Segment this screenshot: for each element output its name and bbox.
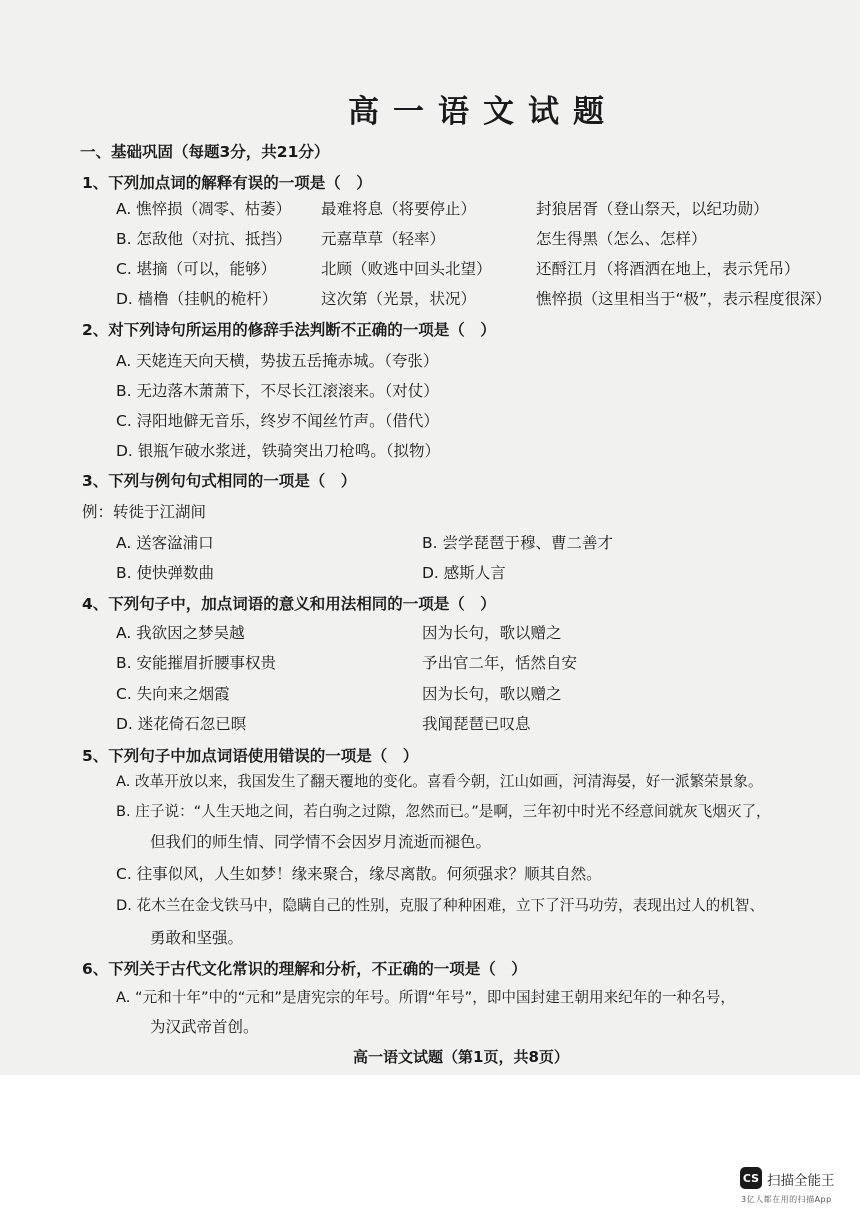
q4-option-a-right: 因为长句，歌以赠之 — [422, 624, 562, 642]
q3-example: 例：转徙于江湖间 — [82, 503, 207, 521]
q5-option-c: C. 往事似风，人生如梦！缘来聚合，缘尽离散。何须强求？顺其自然。 — [116, 865, 602, 883]
q6-option-a: A. “元和十年”中的“元和”是唐宪宗的年号。所谓“年号”，即中国封建王朝用来纪年的一种名号， — [116, 989, 735, 1006]
q2-option-a: A. 天姥连天向天横，势拔五岳掩赤城。（夸张） — [116, 352, 439, 370]
q1-option-c-part2: 北顾（败逃中回头北望） — [321, 260, 492, 278]
q2-option-c: C. 浔阳地僻无音乐，终岁不闻丝竹声。（借代） — [116, 412, 439, 430]
question-3-stem: 3、下列与例句句式相同的一项是（ ） — [82, 472, 357, 490]
q1-option-b-part3: 怎生得黑（怎么、怎样） — [536, 230, 707, 248]
question-5-stem: 5、下列句子中加点词语使用错误的一项是（ ） — [82, 747, 419, 765]
q5-option-d-cont: 勇敢和坚强。 — [150, 929, 244, 947]
q5-option-a: A. 改革开放以来，我国发生了翻天覆地的变化。喜看今朝，江山如画，河清海晏，好一派繁荣景象。 — [116, 773, 763, 790]
scanner-logo — [740, 1167, 855, 1207]
q1-option-c-part3: 还酹江月（将酒洒在地上，表示凭吊） — [536, 260, 800, 278]
q4-option-b-right: 予出官二年，恬然自安 — [422, 654, 578, 672]
question-6-stem: 6、下列关于古代文化常识的理解和分析，不正确的一项是（ ） — [82, 960, 527, 978]
q4-option-d-left: D. 迷花倚石忽已暝 — [116, 715, 247, 733]
q4-option-a-left: A. 我欲因之梦吴越 — [116, 624, 245, 642]
q1-option-a-part2: 最难将息（将要停止） — [321, 200, 477, 218]
q1-option-d-part1: D. 樯橹（挂帆的桅杆） — [116, 290, 278, 308]
camscanner-icon: CS — [740, 1167, 762, 1189]
question-4-stem: 4、下列句子中，加点词语的意义和用法相同的一项是（ ） — [82, 595, 496, 613]
q4-option-d-right: 我闻琵琶已叹息 — [422, 715, 531, 733]
q1-option-b-part1: B. 怎敌他（对抗、抵挡） — [116, 230, 292, 248]
q3-option-d: D. 感斯人言 — [422, 564, 506, 582]
q3-option-b: B. 尝学琵琶于穆、曹二善才 — [422, 534, 613, 552]
q2-option-d: D. 银瓶乍破水浆迸，铁骑突出刀枪鸣。（拟物） — [116, 442, 441, 460]
q4-option-c-right: 因为长句，歌以赠之 — [422, 685, 562, 703]
q1-option-a-part1: A. 憔悴损（凋零、枯萎） — [116, 200, 292, 218]
q1-option-d-part3: 憔悴损（这里相当于“极”，表示程度很深） — [536, 290, 832, 308]
section-heading: 一、基础巩固（每题3分，共21分） — [80, 143, 330, 161]
q4-option-c-left: C. 失向来之烟霞 — [116, 685, 230, 703]
q4-option-b-left: B. 安能摧眉折腰事权贵 — [116, 654, 276, 672]
q3-option-a: A. 送客湓浦口 — [116, 534, 214, 552]
question-1-stem: 1、下列加点词的解释有误的一项是（ ） — [82, 174, 372, 192]
scanner-brand-name: 扫描全能王 — [767, 1173, 835, 1189]
q2-option-b: B. 无边落木萧萧下，不尽长江滚滚来。（对仗） — [116, 382, 439, 400]
q1-option-b-part2: 元嘉草草（轻率） — [321, 230, 446, 248]
q1-option-a-part3: 封狼居胥（登山祭天，以纪功勋） — [536, 200, 769, 218]
q5-option-b: B. 庄子说：“人生天地之间，若白驹之过隙，忽然而已。”是啊，三年初中时光不经意间就灰飞烟灭了， — [116, 803, 771, 820]
q5-option-b-cont: 但我们的师生情、同学情不会因岁月流逝而褪色。 — [150, 833, 492, 851]
page-title: 高一语文试题 — [348, 94, 618, 130]
q6-option-a-cont: 为汉武帝首创。 — [150, 1018, 259, 1036]
q1-option-c-part1: C. 堪摘（可以，能够） — [116, 260, 277, 278]
q5-option-d: D. 花木兰在金戈铁马中，隐瞒自己的性别，克服了种种困难，立下了汗马功劳，表现出过人的机智、 — [116, 897, 765, 914]
q1-option-d-part2: 这次第（光景，状况） — [321, 290, 477, 308]
question-2-stem: 2、对下列诗句所运用的修辞手法判断不正确的一项是（ ） — [82, 321, 496, 339]
q3-option-c: B. 使快弹数曲 — [116, 564, 214, 582]
scanner-slogan: 3亿人都在用的扫描App — [741, 1195, 832, 1204]
page-footer: 高一语文试题（第1页，共8页） — [353, 1048, 569, 1066]
